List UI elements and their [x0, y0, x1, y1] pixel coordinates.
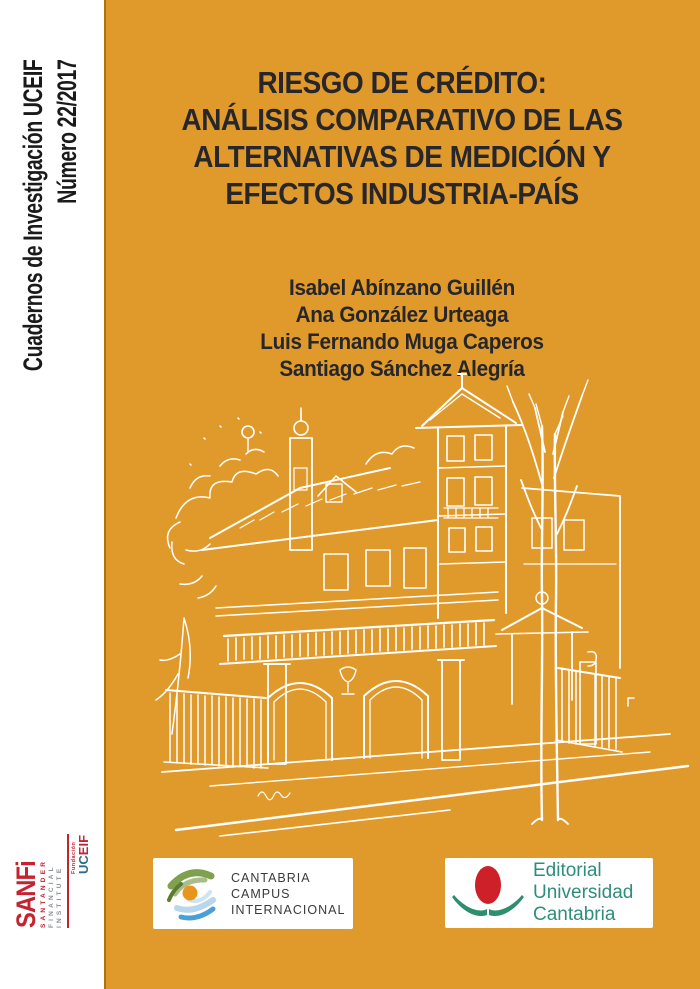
editorial-logo-text	[533, 860, 633, 926]
sanfi-institute-label: INSTITUTE	[56, 865, 63, 928]
spine-series-title: Cuadernos de Investigación UCEIF	[18, 59, 48, 372]
title-line: EFECTOS INDUSTRIA-PAÍS	[225, 176, 579, 211]
sanfi-santander-label: SANTANDER	[40, 858, 47, 928]
author-name: Isabel Abínzano Guillén	[288, 275, 516, 300]
title-line: ANÁLISIS COMPARATIVO DE LAS	[181, 102, 623, 137]
editorial-line: Cantabria	[533, 904, 616, 925]
editorial-uc-logo	[445, 858, 653, 928]
page-title	[134, 64, 670, 212]
cantabria-campus-logo	[153, 858, 353, 929]
authors-list	[122, 274, 682, 382]
villa-illustration	[150, 368, 690, 838]
sanfi-financial-label: FINANCIAL	[48, 864, 55, 928]
fundacion-uceif-logo	[71, 834, 90, 874]
sanfi-logo	[13, 834, 90, 928]
campus-logo-text	[231, 870, 345, 918]
title-line: RIESGO DE CRÉDITO:	[257, 65, 547, 100]
uceif-wordmark	[77, 834, 90, 874]
campus-line: CANTABRIA	[231, 870, 311, 885]
editorial-line: Universidad	[533, 882, 634, 903]
author-name: Santiago Sánchez Alegría	[279, 356, 525, 381]
sanfi-divider	[67, 834, 69, 928]
fundacion-label: Fundación	[71, 841, 77, 874]
author-name: Luis Fernando Muga Caperos	[260, 329, 544, 354]
editorial-book-icon	[449, 863, 527, 923]
uceif-eif: EIF	[76, 834, 91, 856]
title-line: ALTERNATIVAS DE MEDICIÓN Y	[193, 139, 611, 174]
spine-text	[16, 60, 84, 398]
campus-line: CAMPUS	[231, 886, 291, 901]
spine-issue-number: Número 22/2017	[52, 59, 82, 204]
uceif-uc: UC	[76, 855, 91, 874]
editorial-line: Editorial	[533, 860, 602, 881]
campus-swirl-icon	[163, 862, 223, 926]
author-name: Ana González Urteaga	[295, 302, 509, 327]
campus-line: INTERNACIONAL	[231, 902, 346, 917]
sanfi-wordmark: SANFi	[11, 861, 41, 928]
